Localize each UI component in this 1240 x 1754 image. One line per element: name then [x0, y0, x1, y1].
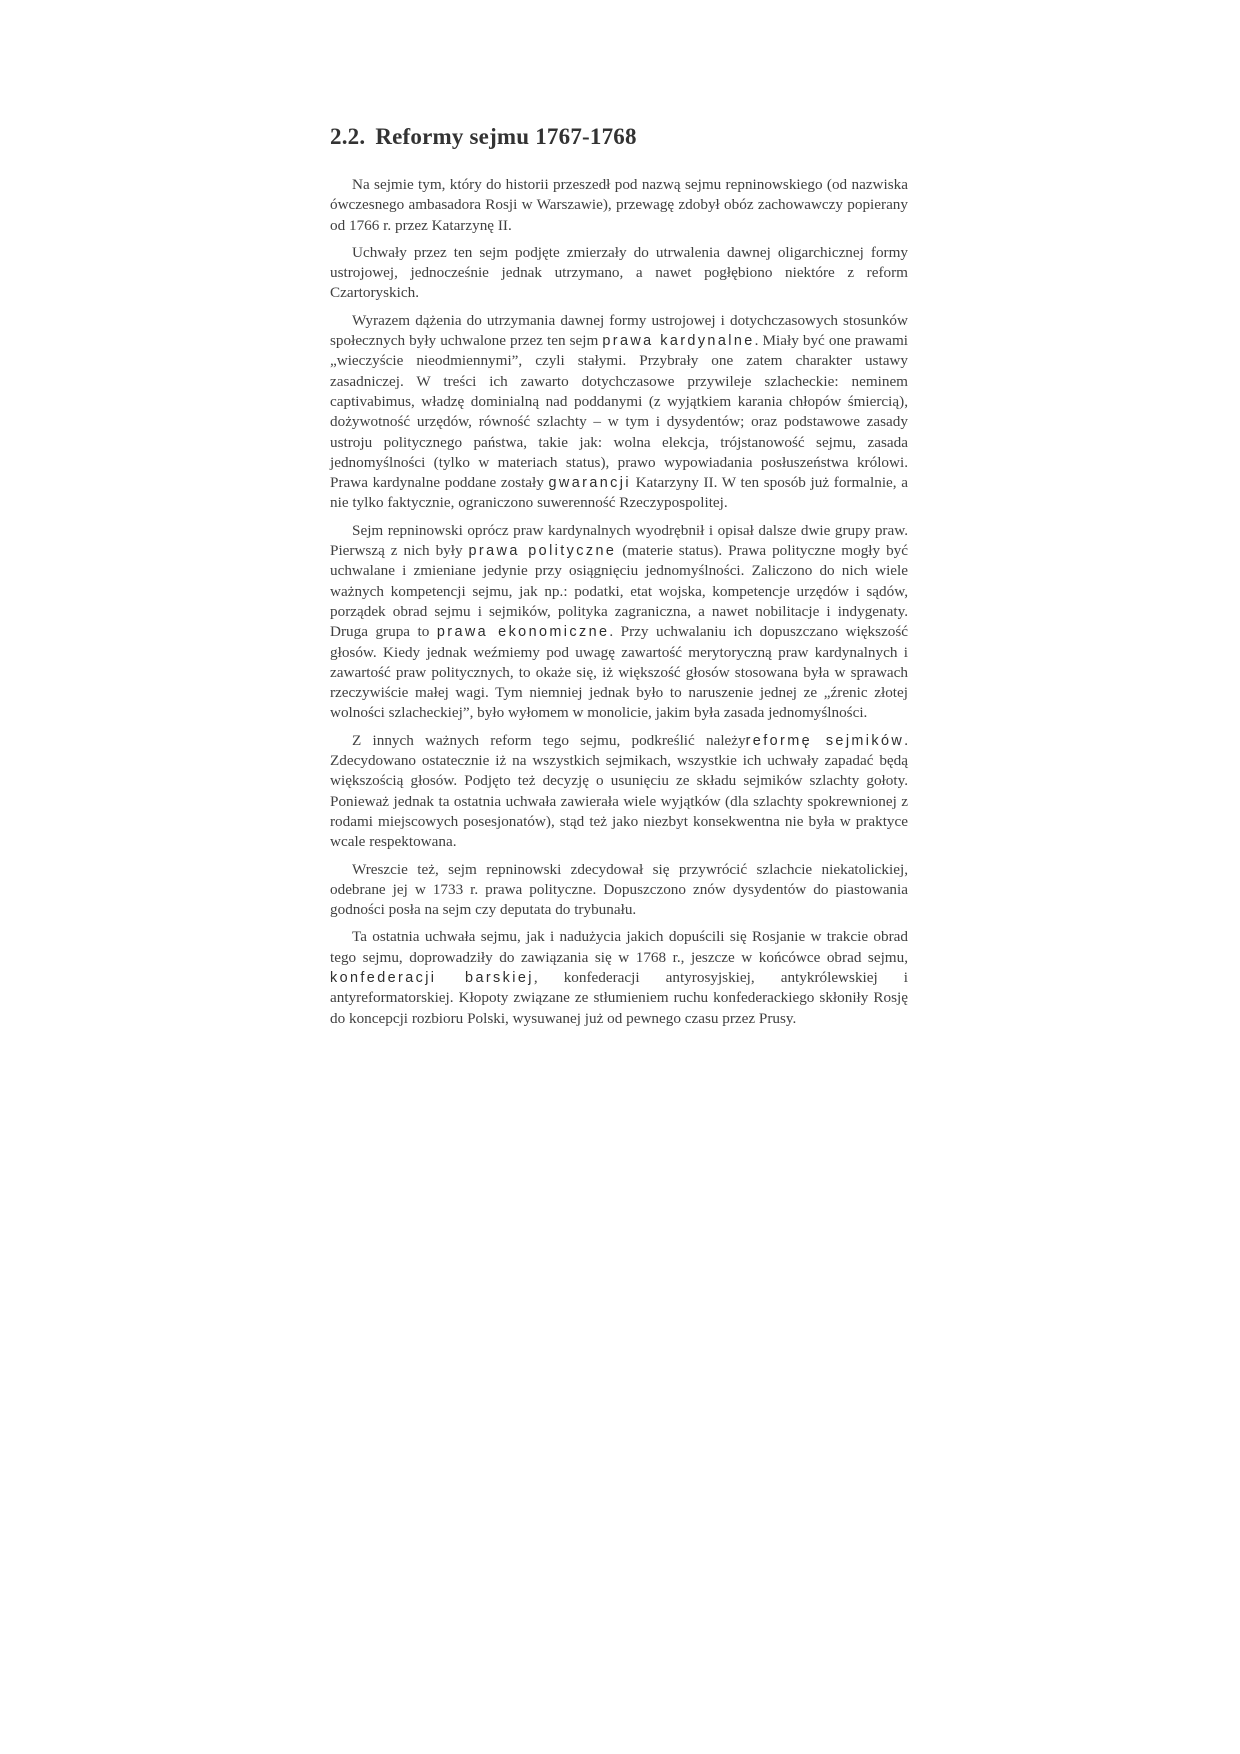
document-page — [330, 124, 908, 1036]
text-run: Uchwały przez ten sejm podjęte zmierzały do utrwalenia dawnej oligarchicznej formy ustrojowej, jednocześnie jednak utrzymano, a nawet pogłębiono niektóre z reform Czartoryskich. — [330, 243, 908, 302]
paragraph-7 — [330, 927, 908, 1028]
section-heading — [330, 124, 908, 150]
text-run: . Przy uchwalaniu ich dopuszczano większość głosów. Kiedy jednak weźmiemy pod uwagę zawartość merytoryczną praw kardynalnych i zawartość praw politycznych, to okaże się, iż większość głosów stosowana była w sprawach rzeczywiście małej wagi. Tym niemniej jednak było to naruszenie jednej ze „źrenic złotej wolności szlacheckiej”, było wyłomem w monolicie, jakim była zasada jednomyślności. — [330, 623, 908, 722]
text-run: Ta ostatnia uchwała sejmu, jak i nadużycia jakich dopuścili się Rosjanie w trakcie obrad tego sejmu, doprowadziły do zawiązania się w 1768 r., jeszcze w końcówce obrad sejmu, — [330, 928, 908, 966]
paragraph-6 — [330, 860, 908, 921]
text-run: Sejm repninowski oprócz praw kardynalnych wyodrębnił i opisał dalsze dwie grupy praw. Pierwszą z nich były — [330, 521, 908, 560]
paragraph-1 — [330, 175, 908, 236]
term-prawa-kardynalne: prawa kardynalne — [602, 333, 755, 350]
text-run: (materie status). Prawa polityczne mogły być uchwalane i zmieniane jedynie przy osiągnięciu jednomyślności. Zaliczono do nich wiele ważnych kompetencji sejmu, jak np.: podatki, etat wojska, kompetencje urzędów i sądów, porządek obrad sejmu i sejmików, polityka zagraniczna, a nawet nobilitacje i indygenaty. Druga grupa to — [330, 542, 908, 641]
section-number: 2.2. — [330, 124, 366, 149]
text-run: , konfederacji antyrosyjskiej, antykrólewskiej i antyreformatorskiej. Kłopoty związane ze stłumieniem ruchu konfederackiego skłoniły Rosję do koncepcji rozbioru Polski, wysuwanej już od pewnego czasu przez Prusy. — [330, 968, 908, 1027]
text-run: Z innych ważnych reform tego sejmu, podkreślić należy — [352, 731, 746, 749]
paragraph-4 — [330, 521, 908, 724]
term-gwarancji: gwarancji — [548, 475, 631, 492]
text-run: Wreszcie też, sejm repninowski zdecydował się przywrócić szlachcie niekatolickiej, odebrane jej w 1733 r. prawa polityczne. Dopuszczono znów dysydentów do piastowania godności posła na sejm czy deputata do trybunału. — [330, 860, 908, 919]
paragraph-3 — [330, 311, 908, 514]
term-prawa-polityczne: prawa polityczne — [468, 543, 617, 560]
paragraph-5 — [330, 731, 908, 853]
section-title: Reformy sejmu 1767-1768 — [375, 124, 637, 149]
term-prawa-ekonomiczne: prawa ekonomiczne — [436, 624, 610, 641]
text-run: . Zdecydowano ostatecznie iż na wszystkich sejmikach, wszystkie ich uchwały zapadać będą większością głosów. Podjęto też decyzję o usunięciu ze składu sejmików szlachty gołoty. Ponieważ jednak ta ostatnia uchwała zawierała wiele wyjątków (dla szlachty spokrewnionej z rodami miejscowych posesjonatów), stąd też jako niezbyt konsekwentna nie była w praktyce wcale respektowana. — [330, 731, 908, 851]
text-run: Wyrazem dążenia do utrzymania dawnej formy ustrojowej i dotychczasowych stosunków społecznych były uchwalone przez ten sejm — [330, 311, 908, 350]
text-run: Katarzyny II. W ten sposób już formalnie, a nie tylko faktycznie, ograniczono suwerenność Rzeczypospolitej. — [330, 474, 908, 512]
text-run: Na sejmie tym, który do historii przeszedł pod nazwą sejmu repninowskiego (od nazwiska ówczesnego ambasadora Rosji w Warszawie), przewagę zdobył obóz zachowawczy popierany od 1766 r. przez Katarzynę II. — [330, 176, 908, 234]
text-run: . Miały być one prawami „wieczyście nieodmiennymi”, czyli stałymi. Przybrały one zatem charakter ustawy zasadniczej. W treści ich zawarto dotychczasowe przywileje szlacheckie: neminem captivabimus, władzę dominialną nad poddanymi (z wyjątkiem karania chłopów śmiercią), dożywotność urzędów, równość szlachty – w tym i dysydentów; oraz podstawowe zasady ustroju politycznego państwa, takie jak: wolna elekcja, trójstanowość sejmu, zasada jednomyślności (tylko w materiach status), prawo wypowiadania posłuszeństwa królowi. Prawa kardynalne poddane zostały — [330, 332, 908, 492]
paragraph-2 — [330, 243, 908, 304]
term-reforme-sejmikow: reformę sejmików — [745, 732, 905, 749]
term-konfederacji-barskiej: konfederacji barskiej — [330, 969, 534, 986]
